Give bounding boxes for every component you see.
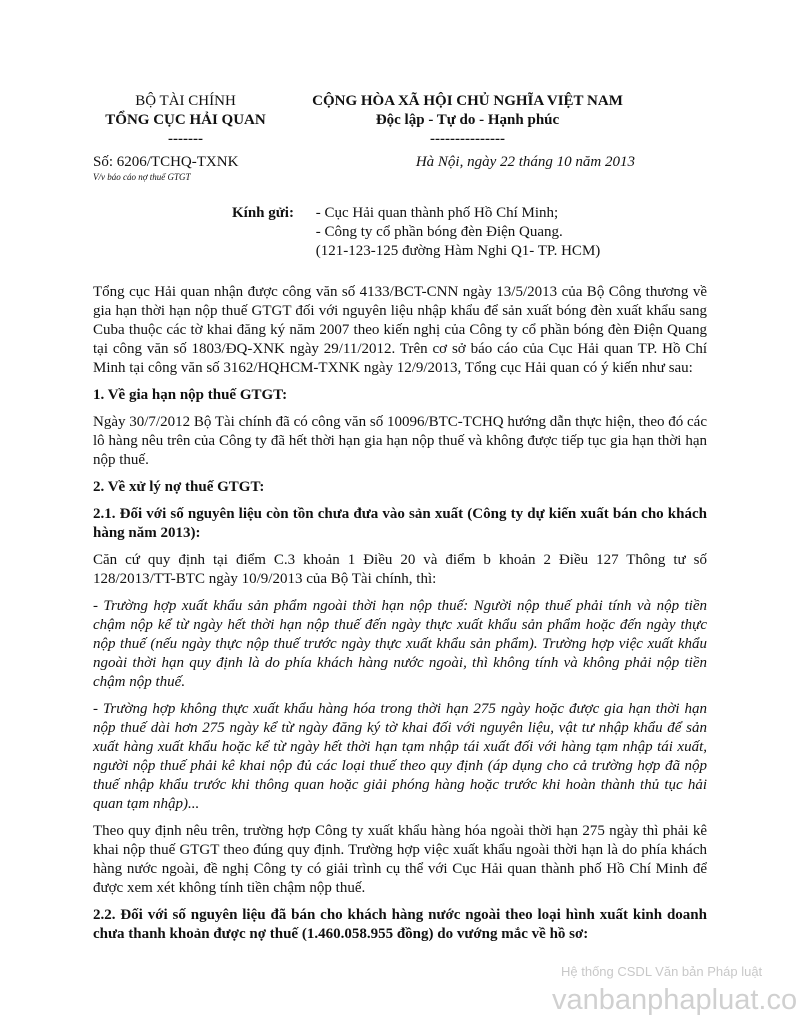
subsection-heading-2-1: 2.1. Đối với số nguyên liệu còn tồn chưa đưa vào sản xuất (Công ty dự kiến xuất bán cho khách hàng năm 2013): xyxy=(93,506,707,541)
document-date: Hà Nội, ngày 22 tháng 10 năm 2013 xyxy=(415,154,635,170)
country-name: CỘNG HÒA XÃ HỘI CHỦ NGHĨA VIỆT NAM xyxy=(312,93,623,109)
quoted-rule-2: - Trường hợp không thực xuất khẩu hàng hóa trong thời hạn 275 ngày hoặc được gia hạn thời hạn nộp thuế dài hơn 275 ngày kể từ ngày đăng ký tờ khai đối với nguyên liệu, vật tư nhập khẩu để sản xuất hàng xuất khẩu hoặc kể từ ngày hết thời hạn tạm nhập tái xuất đối với hàng tạm nhập tái xuất, người nộp thuế phải kê khai nộp đủ các loại thuế theo quy định (áp dụng cho cả trường hợp đã nộp thuế nhập khẩu trước khi thông quan hoặc giải phóng hàng hoặc trước khi hoàn thành thủ tục hải quan tạm nhập)... xyxy=(93,701,707,812)
document-subject: V/v báo cáo nợ thuế GTGT xyxy=(93,172,191,182)
section-1-paragraph: Ngày 30/7/2012 Bộ Tài chính đã có công văn số 10096/BTC-TCHQ hướng dẫn thực hiện, theo đó các lô hàng nêu trên của Công ty đã hết thời hạn gia hạn nộp thuế và không được tiếp tục gia hạn thời hạn nộp thuế. xyxy=(93,414,707,468)
document-number: Số: 6206/TCHQ-TXNK xyxy=(93,154,239,170)
recipients-label: Kính gửi: xyxy=(232,205,294,221)
conclusion-paragraph: Theo quy định nêu trên, trường hợp Công ty xuất khẩu hàng hóa ngoài thời hạn 275 ngày thì phải kê khai nộp thuế GTGT theo đúng quy định. Trường hợp việc xuất khẩu ngoài thời hạn là do phía khách hàng nước ngoài, đề nghị Công ty có giải trình cụ thể với Cục Hải quan thành phố Hồ Chí Minh để được xem xét không tính tiền chậm nộp thuế. xyxy=(93,823,707,896)
intro-paragraph: Tổng cục Hải quan nhận được công văn số 4133/BCT-CNN ngày 13/5/2013 của Bộ Công thương về gia hạn thời hạn nộp thuế GTGT đối với nguyên liệu nhập khẩu để sản xuất bóng đèn xuất khẩu sang Cuba thuộc các tờ khai đăng ký năm 2007 theo kiến nghị của Công ty cổ phần bóng đèn Điện Quang tại công văn số 1803/ĐQ-XNK ngày 29/11/2012. Trên cơ sở báo cáo của Cục Hải quan TP. Hồ Chí Minh tại công văn số 3162/HQHCM-TXNK ngày 12/9/2013, Tổng cục Hải quan có ý kiến như sau: xyxy=(93,284,707,376)
section-heading-2: 2. Về xử lý nợ thuế GTGT: xyxy=(93,479,265,495)
recipient-address: (121-123-125 đường Hàm Nghi Q1- TP. HCM) xyxy=(315,243,601,259)
national-header xyxy=(300,92,635,172)
recipient-item: - Cục Hải quan thành phố Hồ Chí Minh; xyxy=(315,205,559,221)
recipients-block xyxy=(232,204,600,261)
watermark-caption: Hệ thống CSDL Văn bản Pháp luật xyxy=(561,964,763,979)
section-heading-1: 1. Về gia hạn nộp thuế GTGT: xyxy=(93,387,288,403)
recipient-item: - Công ty cổ phần bóng đèn Điện Quang. xyxy=(315,224,563,240)
issuer-block xyxy=(93,92,278,183)
watermark-site: vanbanphapluat.co xyxy=(552,984,798,1016)
quoted-rule-1: - Trường hợp xuất khẩu sản phẩm ngoài thời hạn nộp thuế: Người nộp thuế phải tính và nộp tiền chậm nộp kể từ ngày hết thời hạn nộp thuế đến ngày thực xuất khẩu sản phẩm hoặc đến ngày thực nộp thuế (nếu ngày thực nộp thuế trước ngày thực xuất khẩu sản phẩm). Trường hợp việc xuất khẩu ngoài thời hạn quy định là do phía khách hàng nước ngoài, thì không tính và không phải nộp tiền chậm nộp thuế. xyxy=(93,598,707,690)
document-body xyxy=(93,283,707,952)
issuer-divider: ------- xyxy=(168,131,203,147)
subsection-heading-2-2: 2.2. Đối với số nguyên liệu đã bán cho khách hàng nước ngoài theo loại hình xuất kinh doanh chưa thanh khoản được nợ thuế (1.460.058.955 đồng) do vướng mắc về hồ sơ: xyxy=(93,907,707,942)
ministry-name: BỘ TÀI CHÍNH xyxy=(135,93,236,109)
recipients-list xyxy=(316,204,601,261)
national-motto: Độc lập - Tự do - Hạnh phúc xyxy=(375,112,560,128)
department-name: TỔNG CỤC HẢI QUAN xyxy=(105,112,266,128)
national-divider: --------------- xyxy=(430,131,505,147)
subsection-2-1-paragraph: Căn cứ quy định tại điểm C.3 khoản 1 Điều 20 và điểm b khoản 2 Điều 127 Thông tư số 128/2013/TT-BTC ngày 10/9/2013 của Bộ Tài chính, thì: xyxy=(93,552,707,587)
